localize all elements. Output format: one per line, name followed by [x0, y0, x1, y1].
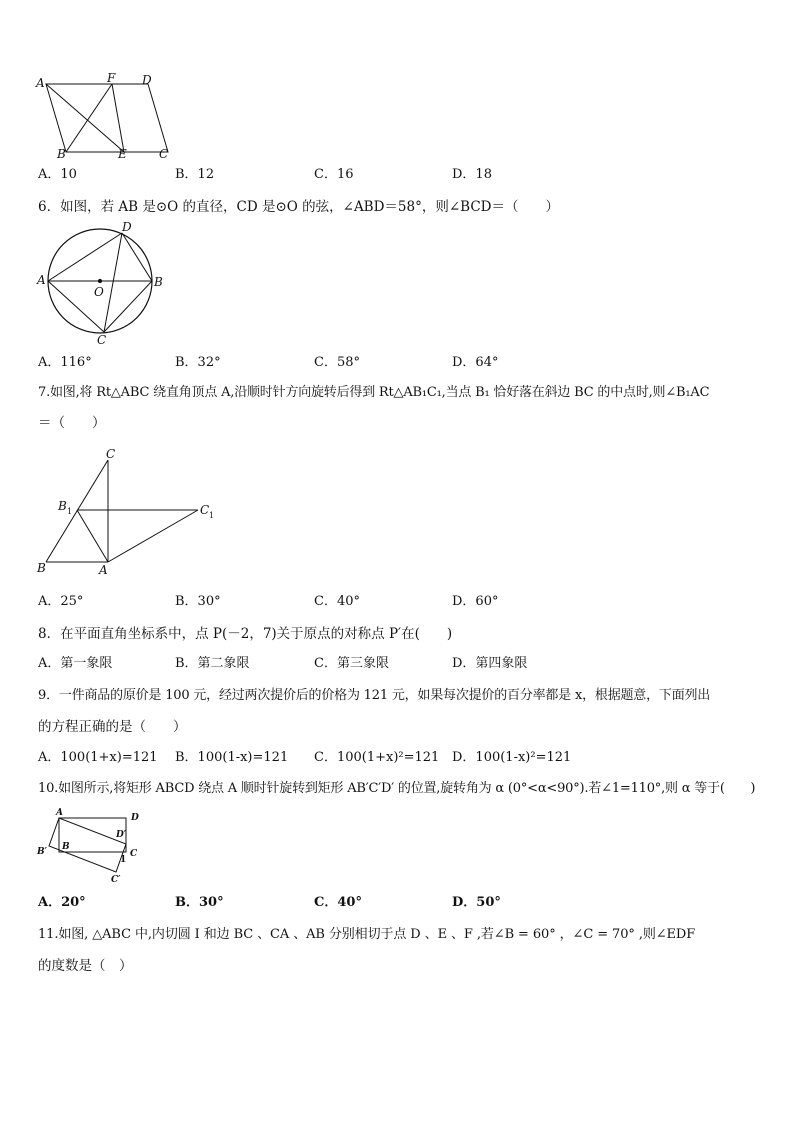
- q10-label-c: C: [130, 849, 138, 859]
- q5-option-d[interactable]: D．18: [452, 167, 492, 182]
- q7-rotation-figure: [34, 444, 224, 580]
- q5-label-f: F: [107, 72, 116, 85]
- q8-option-b[interactable]: B．第二象限: [175, 656, 250, 671]
- q10-label-d: D: [131, 813, 139, 823]
- q7-label-a: A: [99, 563, 108, 577]
- q7-stem-line1: 7.如图,将 Rt△ABC 绕直角顶点 A,沿顺时针方向旋转后得到 Rt△AB₁C₁,当点 B₁ 恰好落在斜边 BC 的中点时,则∠B₁AC: [38, 385, 710, 400]
- q7-label-c1: C: [200, 503, 210, 517]
- q6-option-d[interactable]: D．64°: [452, 355, 499, 370]
- q6-label-a: A: [37, 273, 46, 287]
- q7-label-c1-sub: 1: [209, 511, 215, 520]
- q7-label-c: C: [106, 447, 116, 461]
- q7-stem-line2: ＝（ ）: [38, 415, 106, 431]
- q11-stem-line1: 11.如图, △ABC 中,内切圆 I 和边 BC 、CA 、AB 分别相切于点 D 、E 、F ,若∠B = 60° ，∠C = 70° ,则∠EDF: [38, 927, 696, 942]
- q6-label-c: C: [97, 333, 107, 347]
- q9-option-b[interactable]: B．100(1-x)=121: [175, 750, 289, 765]
- q6-stem: 6．如图，若 AB 是⊙O 的直径，CD 是⊙O 的弦，∠ABD＝58°，则∠BCD＝（ ）: [38, 199, 559, 215]
- q7-option-b[interactable]: B．30°: [175, 594, 221, 609]
- q10-label-b: B: [62, 842, 70, 852]
- q7-option-c[interactable]: C．40°: [314, 594, 360, 609]
- q6-option-a[interactable]: A．116°: [38, 355, 92, 370]
- q8-option-c[interactable]: C．第三象限: [314, 656, 389, 671]
- q10-option-c[interactable]: C．40°: [314, 895, 362, 910]
- q9-option-a[interactable]: A．100(1+x)=121: [38, 750, 158, 765]
- q8-stem: 8．在平面直角坐标系中，点 P(－2，7)关于原点的对称点 P′在( ): [38, 626, 453, 642]
- q10-label-dp: D′: [116, 830, 127, 840]
- q10-label-a: A: [56, 808, 63, 818]
- q10-option-a[interactable]: A．20°: [38, 895, 86, 910]
- q10-stem: 10.如图所示,将矩形 ABCD 绕点 A 顺时针旋转到矩形 AB′C′D′ 的位置,旋转角为 α (0°<α<90°).若∠1=110°,则 α 等于( ): [38, 781, 756, 796]
- q10-label-cp: C′: [111, 875, 121, 885]
- q5-label-d: D: [142, 73, 152, 87]
- q8-option-d[interactable]: D．第四象限: [452, 656, 528, 671]
- q5-label-a: A: [36, 76, 45, 90]
- q11-stem-line2: 的度数是（ ）: [38, 958, 133, 974]
- q10-label-bp: B′: [37, 847, 47, 857]
- q7-option-a[interactable]: A．25°: [38, 594, 84, 609]
- q9-stem-line2: 的方程正确的是（ ）: [38, 719, 187, 735]
- q7-label-b1-sub: 1: [67, 507, 73, 516]
- q6-label-o: O: [94, 285, 104, 299]
- q5-parallelogram-figure: [34, 72, 184, 164]
- q6-option-c[interactable]: C．58°: [314, 355, 360, 370]
- q8-option-a[interactable]: A．第一象限: [38, 656, 113, 671]
- q7-label-b: B: [37, 561, 46, 575]
- q9-stem-line1: 9．一件商品的原价是 100 元，经过两次提价后的价格为 121 元，如果每次提价的百分率都是 x，根据题意，下面列出: [38, 688, 711, 703]
- q6-option-b[interactable]: B．32°: [175, 355, 221, 370]
- q5-label-c: C: [159, 147, 169, 161]
- q5-option-c[interactable]: C．16: [314, 167, 354, 182]
- q9-option-c[interactable]: C．100(1+x)²=121: [314, 750, 440, 765]
- q5-label-e: E: [118, 147, 127, 161]
- q7-label-b1: B: [58, 499, 67, 513]
- q5-option-a[interactable]: A．10: [38, 167, 77, 182]
- q5-label-b: B: [57, 147, 66, 161]
- q7-option-d[interactable]: D．60°: [452, 594, 499, 609]
- q10-label-1: 1: [120, 855, 127, 865]
- q9-option-d[interactable]: D．100(1-x)²=121: [452, 750, 572, 765]
- q10-option-d[interactable]: D．50°: [452, 895, 501, 910]
- q5-option-b[interactable]: B．12: [175, 167, 215, 182]
- q6-label-b: B: [154, 275, 163, 289]
- q6-label-d: D: [122, 220, 132, 234]
- q6-circle-figure: [34, 218, 168, 348]
- q10-option-b[interactable]: B．30°: [175, 895, 224, 910]
- q10-rectangle-figure: [34, 804, 144, 886]
